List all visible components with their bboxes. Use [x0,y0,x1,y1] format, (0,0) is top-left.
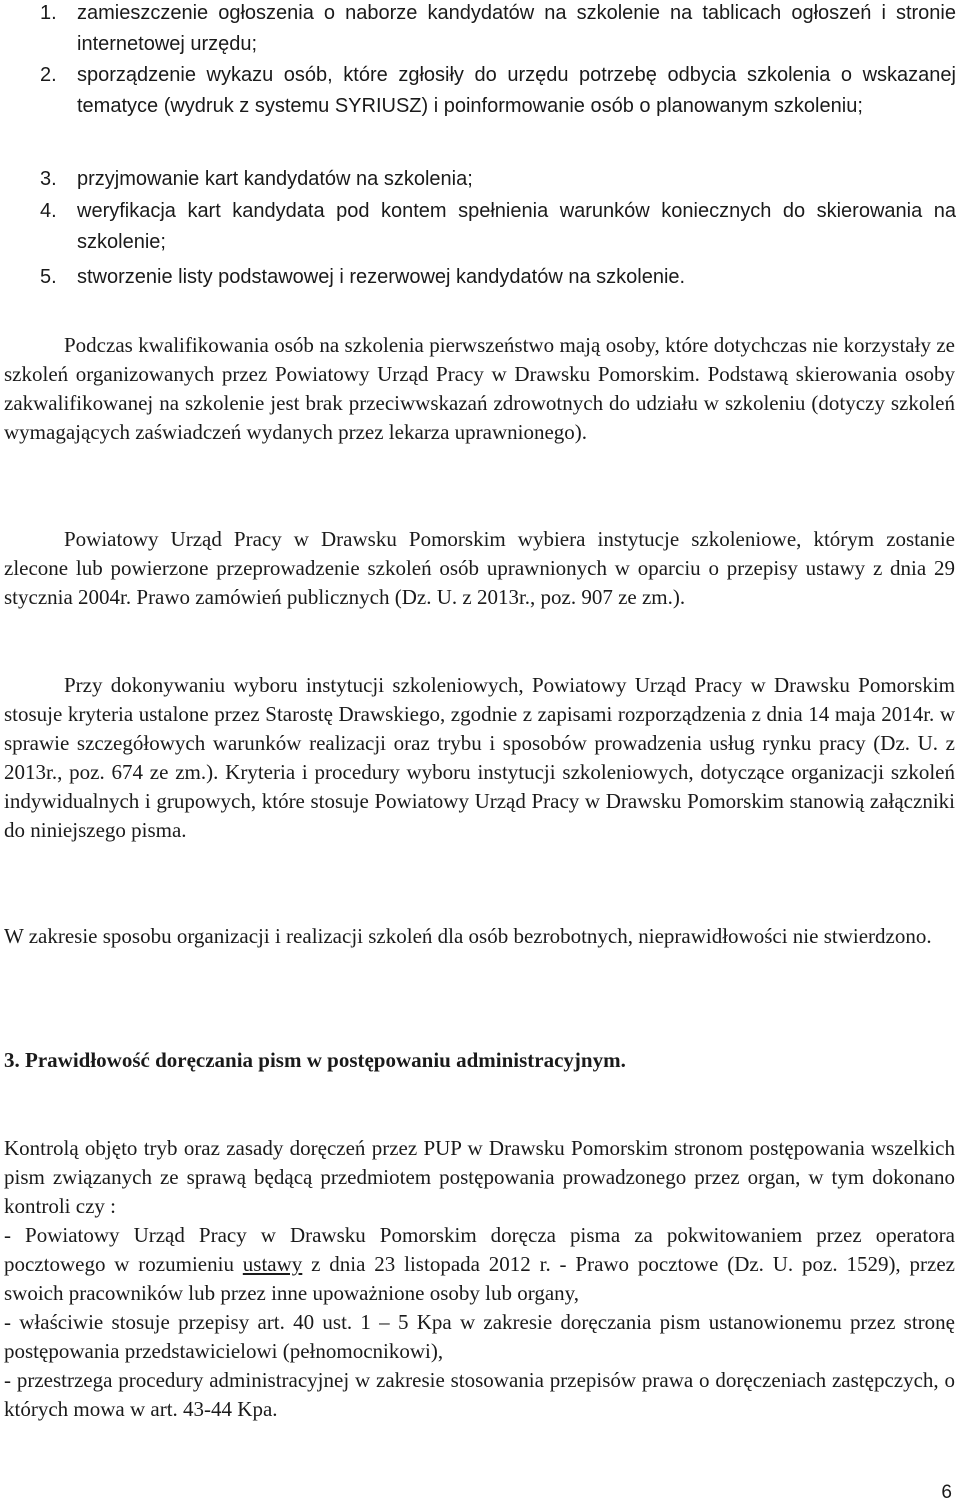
law-link[interactable]: ustawy [242,1252,303,1276]
dash-item [4,1221,955,1308]
list-number: 2. [40,64,57,86]
list-item [40,164,956,195]
section-heading: 3. Prawidłowość doręczania pism w postępowaniu administracyjnym. [4,1048,626,1072]
list-number: 1. [40,2,57,24]
list-number: 5. [40,266,57,288]
dash-item: - właściwie stosuje przepisy art. 40 ust. 1 – 5 Kpa w zakresie doręczania pism ustanowionemu przez stronę postępowania przedstawicielowi (pełnomocnikowi), [4,1310,955,1363]
paragraph-institutions: Powiatowy Urząd Pracy w Drawsku Pomorskim wybiera instytucje szkoleniowe, którym zostanie zlecone lub powierzone przeprowadzenie szkoleń osób uprawnionych w oparciu o przepisy ustawy z dnia 29 stycznia 2004r. Prawo zamówień publicznych (Dz. U. z 2013r., poz. 907 ze zm.). [4,527,955,609]
paragraph-qualification: Podczas kwalifikowania osób na szkolenia pierwszeństwo mają osoby, które dotychczas nie korzystały ze szkoleń organizowanych przez Powiatowy Urząd Pracy w Drawsku Pomorskim. Podstawą skierowania osoby zakwalifikowanej na szkolenie jest brak przeciwwskazań zdrowotnych do udziału w szkoleniu (dotyczy szkoleń wymagających zaświadczeń wydanych przez lekarza uprawnionego). [4,333,955,444]
list-number: 4. [40,200,57,222]
list-item [40,196,956,258]
list-text: przyjmowanie kart kandydatów na szkolenia; [77,168,473,190]
list-item [40,262,956,293]
dash-text: - Powiatowy Urząd Pracy w Drawsku Pomorskim doręcza pisma za pokwitowaniem przez operatora pocztowego w rozumieniu [4,1223,955,1276]
dash-item: - przestrzega procedury administracyjnej w zakresie stosowania przepisów prawa o doręczeniach zastępczych, o których mowa w art. 43-44 Kpa. [4,1368,955,1421]
paragraph-criteria: Przy dokonywaniu wyboru instytucji szkoleniowych, Powiatowy Urząd Pracy w Drawsku Pomorskim stosuje kryteria ustalone przez Starostę Drawskiego, zgodnie z zapisami rozporządzenia z dnia 14 maja 2014r. w sprawie szczegółowych warunków realizacji oraz trybu i sposobów prowadzenia usług rynku pracy (Dz. U. z 2013r., poz. 674 ze zm.). Kryteria i procedury wyboru instytucji szkoleniowych, dotyczące organizacji szkoleń indywidualnych i grupowych, które stosuje Powiatowy Urząd Pracy w Drawsku Pomorskim stanowią załączniki do niniejszego pisma. [4,673,955,842]
section-intro: Kontrolą objęto tryb oraz zasady doręczeń przez PUP w Drawsku Pomorskim stronom postępowania wszelkich pism związanych ze sprawą będącą przedmiotem postępowania prowadzonego przez organ, w tym dokonano kontroli czy : [4,1136,955,1218]
page-number: 6 [941,1482,952,1503]
list-text: zamieszczenie ogłoszenia o naborze kandydatów na szkolenie na tablicach ogłoszeń i stronie internetowej urzędu; [77,2,956,55]
dash-text: z dnia 23 listopada 2012 r. - Prawo pocztowe (Dz. U. poz. 1529), przez swoich pracowników lub przez inne upoważnione osoby lub organy, [4,1252,955,1305]
list-item [40,60,956,122]
list-text: stworzenie listy podstawowej i rezerwowej kandydatów na szkolenie. [77,266,686,288]
list-text: weryfikacja kart kandydata pod kontem spełnienia warunków koniecznych do skierowania na szkolenie; [77,200,956,253]
section-body [4,1134,955,1424]
list-item [40,0,956,60]
list-number: 3. [40,168,57,190]
paragraph-conclusion: W zakresie sposobu organizacji i realizacji szkoleń dla osób bezrobotnych, nieprawidłowości nie stwierdzono. [4,924,932,948]
list-text: sporządzenie wykazu osób, które zgłosiły do urzędu potrzebę odbycia szkolenia o wskazanej tematyce (wydruk z systemu SYRIUSZ) i poinformowanie osób o planowanym szkoleniu; [77,64,956,117]
